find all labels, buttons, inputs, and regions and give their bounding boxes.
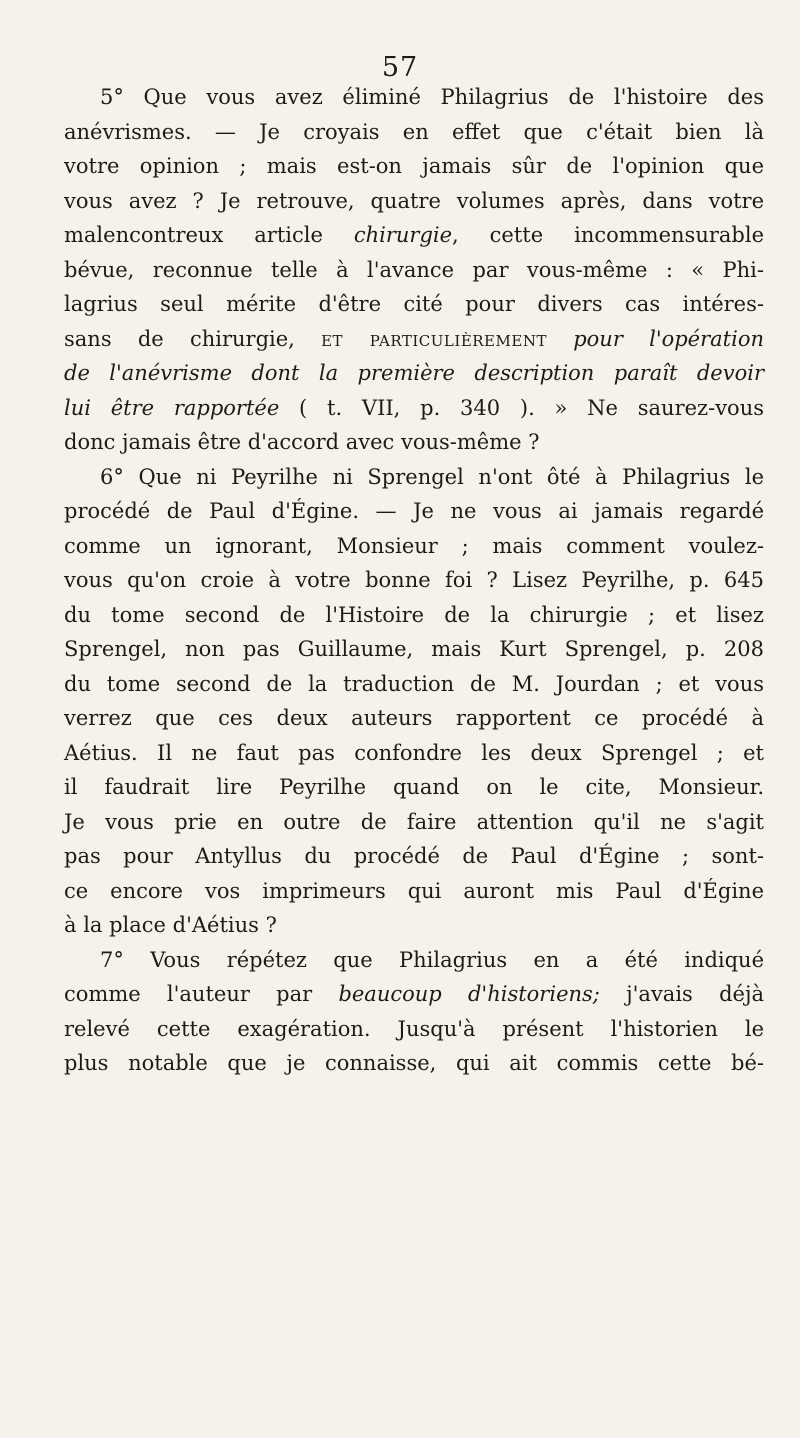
text-line: lagrius seul mérite d'être cité pour divers cas intéres- <box>64 292 764 316</box>
text-line: du tome second de la traduction de M. Jourdan ; et vous <box>64 671 764 696</box>
italic-text: de l'anévrisme dont la première description paraît devoir <box>64 361 764 385</box>
page-number: 57 <box>381 52 419 83</box>
text-line: 6° Que ni Peyrilhe ni Sprengel n'ont ôté à Philagrius le <box>100 464 764 489</box>
text-line: votre opinion ; mais est-on jamais sûr de l'opinion que <box>64 154 764 178</box>
text-line: verrez que ces deux auteurs rapportent ce procédé à <box>64 706 764 730</box>
text-line: à la place d'Aétius ? <box>64 913 277 937</box>
text-line: relevé cette exagération. Jusqu'à présent l'historien le <box>64 1016 764 1041</box>
text-line: Je vous prie en outre de faire attention qu'il ne s'agit <box>64 809 764 834</box>
text-line: malencontreux article chirurgie, cette incommensurable <box>64 223 764 247</box>
text-line: sans de chirurgie, et particulièrement pour l'opération <box>64 326 764 351</box>
text-line: pas pour Antyllus du procédé de Paul d'Égine ; sont- <box>64 844 764 868</box>
text-line: Aétius. Il ne faut pas confondre les deux Sprengel ; et <box>64 740 764 765</box>
text-line: comme un ignorant, Monsieur ; mais comment voulez- <box>64 533 764 558</box>
text-line: vous qu'on croie à votre bonne foi ? Lisez Peyrilhe, p. 645 <box>64 568 764 592</box>
italic-text: chirurgie <box>353 223 453 247</box>
text-line: comme l'auteur par beaucoup d'historiens; j'avais déjà <box>64 982 764 1006</box>
text-line: bévue, reconnue telle à l'avance par vous-même : « Phi- <box>64 257 764 282</box>
text-line: du tome second de l'Histoire de la chirurgie ; et lisez <box>64 602 764 627</box>
italic-text: lui être rapportée <box>64 395 280 420</box>
text-line: il faudrait lire Peyrilhe quand on le cite, Monsieur. <box>64 775 764 799</box>
text-line: anévrismes. — Je croyais en effet que c'était bien là <box>64 119 764 144</box>
text-line <box>64 356 764 391</box>
italic-text: pour l'opération <box>546 326 764 351</box>
italic-text: beaucoup d'historiens; <box>338 982 600 1006</box>
text-line: procédé de Paul d'Égine. — Je ne vous ai jamais regardé <box>64 499 764 523</box>
text-line: 7° Vous répétez que Philagrius en a été indiqué <box>100 947 764 972</box>
text-line: plus notable que je connaisse, qui ait commis cette bé- <box>64 1051 764 1075</box>
small-caps-text: et particulièrement <box>321 326 547 351</box>
text-line: Sprengel, non pas Guillaume, mais Kurt Sprengel, p. 208 <box>64 637 764 661</box>
body-text <box>64 80 764 1081</box>
text-line: donc jamais être d'accord avec vous-même ? <box>64 430 540 454</box>
text-line: lui être rapportée ( t. VII, p. 340 ). » Ne saurez-vous <box>64 395 765 420</box>
text-line: 5° Que vous avez éliminé Philagrius de l'histoire des <box>100 85 764 109</box>
text-line: vous avez ? Je retrouve, quatre volumes après, dans votre <box>64 188 764 213</box>
text-line: ce encore vos imprimeurs qui auront mis Paul d'Égine <box>64 878 764 903</box>
